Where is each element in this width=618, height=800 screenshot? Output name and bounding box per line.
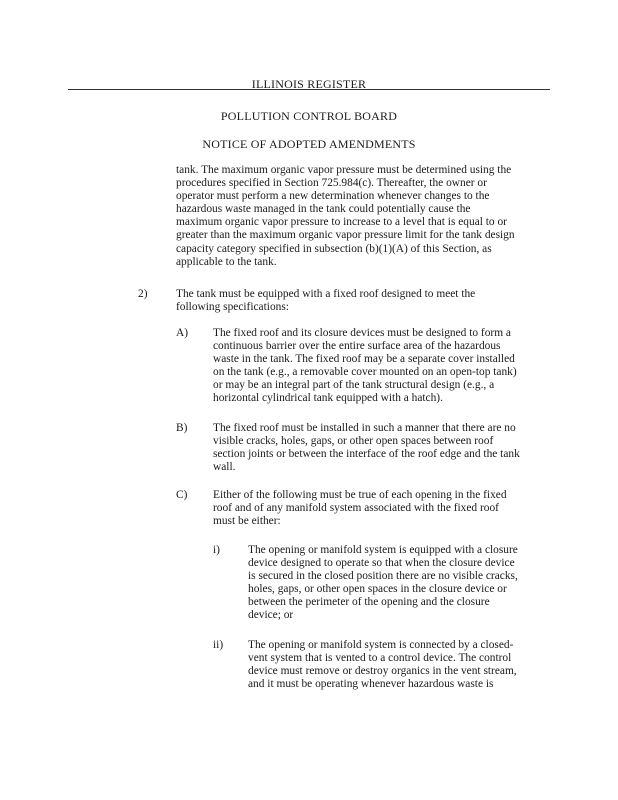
text-line: Either of the following must be true of each opening in the fixed	[213, 489, 507, 501]
text-line: tank. The maximum organic vapor pressure must be determined using the	[176, 164, 512, 176]
text-line: The fixed roof must be installed in such a manner that there are no	[213, 422, 516, 434]
register-title: ILLINOIS REGISTER	[251, 77, 367, 91]
text-line: on the tank (e.g., a removable cover mounted on an open-top tank)	[213, 366, 517, 379]
text-line: operator must perform a new determination whenever changes to the	[176, 190, 490, 203]
board-title: POLLUTION CONTROL BOARD	[220, 109, 398, 123]
text-line: applicable to the tank.	[176, 255, 277, 268]
text-line: vent system that is vented to a control device. The control	[248, 652, 512, 665]
text-line: roof and of any manifold system associated with the fixed roof	[213, 502, 499, 515]
text-line: section joints or between the interface of the roof edge and the tank	[213, 448, 520, 461]
text-line: and it must be operating whenever hazardous waste is	[248, 678, 494, 691]
item-c-label: C)	[176, 489, 188, 501]
item-a-label: A)	[176, 327, 189, 339]
text-line: The opening or manifold system is equipped with a closure	[248, 544, 518, 556]
text-line: holes, gaps, or other open spaces in the closure device or	[248, 583, 507, 596]
text-line: The tank must be equipped with a fixed roof designed to meet the	[176, 288, 476, 300]
item-c-i-label: i)	[213, 544, 220, 556]
text-line: device designed to operate so that when the closure device	[248, 557, 515, 570]
text-line: maximum organic vapor pressure to increase to a level that is equal to or	[176, 216, 507, 229]
intro-paragraph	[176, 164, 566, 269]
text-line: procedures specified in Section 725.984(c). Thereafter, the owner or	[176, 177, 487, 190]
text-line: wall.	[213, 461, 236, 474]
item-2-label: 2)	[138, 288, 148, 300]
text-line: must be either:	[213, 515, 281, 528]
text-line: hazardous waste managed in the tank could potentially cause the	[176, 203, 471, 216]
item-2-text	[176, 288, 566, 314]
text-line: capacity category specified in subsection (b)(1)(A) of this Section, as	[176, 242, 492, 255]
text-line: is secured in the closed position there are no visible cracks,	[248, 570, 518, 583]
item-c-text	[213, 489, 573, 528]
text-line: visible cracks, holes, gaps, or other open spaces between roof	[213, 435, 494, 448]
text-line: device; or	[248, 609, 294, 622]
text-line: between the perimeter of the opening and the closure	[248, 596, 490, 609]
notice-title: NOTICE OF ADOPTED AMENDMENTS	[202, 137, 416, 151]
text-line: The fixed roof and its closure devices must be designed to form a	[213, 327, 511, 339]
item-a-text	[213, 327, 573, 406]
text-line: The opening or manifold system is connected by a closed-	[248, 639, 514, 651]
text-line: continuous barrier over the entire surface area of the hazardous	[213, 340, 501, 353]
item-c-ii-text	[248, 639, 578, 691]
item-c-ii-label: ii)	[213, 639, 224, 651]
item-c-i-text	[248, 544, 578, 623]
item-b-label: B)	[176, 422, 188, 434]
item-b-text	[213, 422, 573, 474]
text-line: device must remove or destroy organics in the vent stream,	[248, 665, 517, 678]
header-rule	[68, 89, 550, 90]
text-line: or may be an integral part of the tank structural design (e.g., a	[213, 379, 495, 392]
text-line: greater than the maximum organic vapor pressure limit for the tank design	[176, 229, 515, 242]
text-line: following specifications:	[176, 301, 289, 314]
text-line: waste in the tank. The fixed roof may be a separate cover installed	[213, 353, 515, 366]
text-line: horizontal cylindrical tank equipped with a hatch).	[213, 392, 443, 405]
